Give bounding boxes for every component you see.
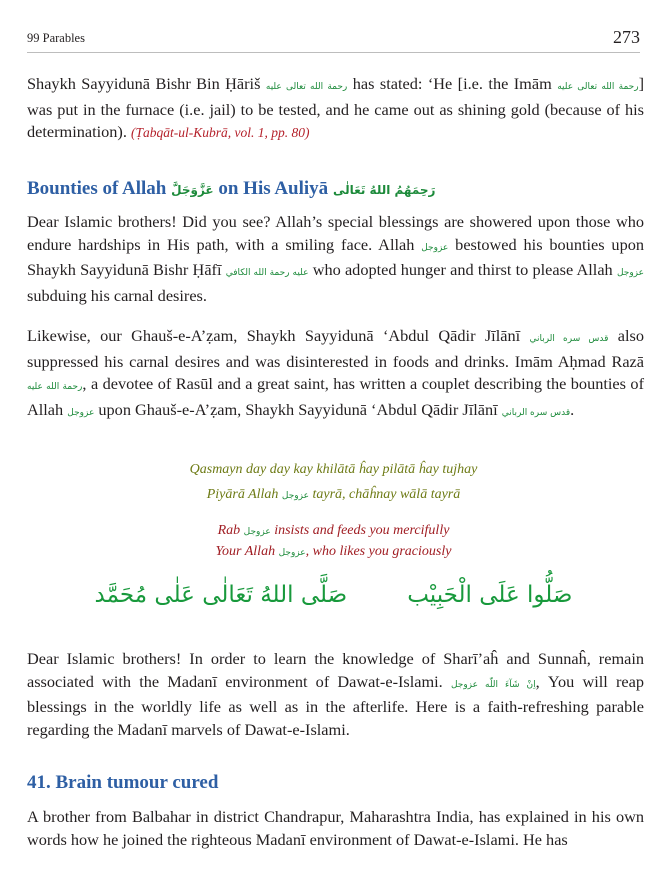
arabic-honorific: عليه رحمة الله الكافي: [225, 268, 309, 278]
paragraph-text: , a devotee of Rasūl and a great saint, has written a couplet describing the bounties of Allah: [27, 374, 644, 419]
verse-text: insists and feeds you mercifully: [274, 523, 450, 538]
paragraph-text: Dear Islamic brothers! Did you see? Allah’s special blessings are showered upon those who endure hardships in His path, with a smiling face. Allah: [27, 212, 644, 254]
arabic-honorific: رحمة الله تعالى عليه: [265, 82, 348, 92]
paragraph-text: also suppressed his carnal desires and was disinterested in foods and drinks. Imām Aḥmad Razā: [27, 326, 644, 371]
paragraph-text: A brother from Balbahar in district Chandrapur, Maharashtra India, has explained in his own words how he joined the righteous Madanī environment of Dawat-e-Islami. He has: [27, 807, 644, 849]
paragraph-text: .: [570, 399, 575, 419]
paragraph-text: bestowed his bounties upon Shaykh Sayyidunā Bishr Ḥāfī: [27, 234, 644, 279]
arabic-honorific: عزوجل: [243, 527, 271, 537]
verse-text: Piyārā Allah: [206, 487, 279, 502]
paragraph-text: Dear Islamic brothers! In order to learn the knowledge of Sharī’aĥ and Sunnaĥ, remain associated with the Madanī environment of Dawat-e-Islami.: [27, 649, 644, 691]
intro-text-2: has stated: ‘He [i.e. the Imām: [352, 74, 552, 93]
paragraph-text: who adopted hunger and thirst to please Allah: [312, 260, 613, 279]
translation-line-2: [0, 542, 667, 563]
salat-left-calligraphy: صَلَّى اللهُ تَعَالٰى عَلٰى مُحَمَّد: [94, 582, 348, 608]
verse-text: Your Allah: [215, 544, 276, 559]
intro-text-3: ] was put in the furnace (i.e. jail) to be tested, and he came out as shining gold (because of his determination).: [27, 74, 645, 141]
paragraph-text: Likewise, our Ghauš-e-A’ẓam, Shaykh Sayyidunā ‘Abdul Qādir Jīlānī: [27, 326, 521, 345]
intro-paragraph: [27, 73, 644, 145]
translation-line-1: [0, 521, 667, 542]
salat-right-calligraphy: صَلُّوا عَلَى الْحَبِيْب: [407, 582, 573, 608]
salat-calligraphy: [0, 582, 667, 608]
arabic-honorific: قدس سره الرباني: [501, 407, 571, 418]
page-number: 273: [613, 27, 640, 47]
reference-citation: (Ṭabqāt-ul-Kubrā, vol. 1, pp. 80): [131, 125, 310, 140]
heading-text: 41. Brain tumour cured: [27, 772, 219, 793]
verse-text: , who likes you graciously: [305, 544, 452, 559]
paragraph-bounties: [27, 211, 644, 307]
intro-text-1: Shaykh Sayyidunā Bishr Bin Ḥāriš: [27, 74, 261, 93]
arabic-honorific: عزوجل: [278, 548, 306, 558]
arabic-honorific: رَحِمَهُمُ اللهُ تَعَالٰى: [332, 183, 436, 197]
arabic-honorific: اِنْ شَآءَ اللّٰه عزوجل: [450, 679, 536, 690]
couplet-line-1: [0, 460, 667, 480]
heading-text: Bounties of Allah: [27, 178, 167, 199]
paragraph-text: upon Ghauš-e-A’ẓam, Shaykh Sayyidunā ‘Abdul Qādir Jīlānī: [98, 399, 498, 419]
paragraph-brain-tumour: [27, 806, 644, 851]
heading-text-2: on His Auliyā: [218, 178, 329, 199]
arabic-honorific: عزوجل: [281, 491, 309, 501]
couplet-line-2: [0, 485, 667, 506]
paragraph-text: , You will reap blessings in the worldly life as well as in the afterlife. Here is a faith-refreshing parable regarding the Madanī marvels of Dawat-e-Islami.: [27, 671, 644, 739]
arabic-honorific: عزوجل: [67, 407, 95, 418]
arabic-honorific: قدس سره الرباني: [529, 334, 609, 344]
section-heading-brain-tumour: [27, 772, 218, 794]
paragraph-ghaus: [27, 325, 644, 424]
arabic-honorific: عزوجل: [421, 242, 449, 253]
section-heading-bounties: [27, 178, 435, 200]
verse-text: tayrā, chāĥnay wālā tayrā: [312, 487, 461, 502]
arabic-honorific: عَزَّوَجَلَّ: [171, 183, 214, 197]
paragraph-madani: [27, 648, 644, 741]
arabic-honorific: عزوجل: [616, 268, 644, 278]
verse-text: Rab: [217, 523, 241, 538]
paragraph-text: subduing his carnal desires.: [27, 285, 207, 305]
verse-text: Qasmayn day day kay khilātā ĥay pilātā ĥay tujhay: [189, 462, 478, 477]
arabic-honorific: رحمة الله تعالى عليه: [557, 82, 639, 92]
running-header: [27, 24, 640, 53]
book-title: 99 Parables: [27, 31, 85, 45]
arabic-honorific: رحمة الله عليه: [27, 382, 83, 392]
